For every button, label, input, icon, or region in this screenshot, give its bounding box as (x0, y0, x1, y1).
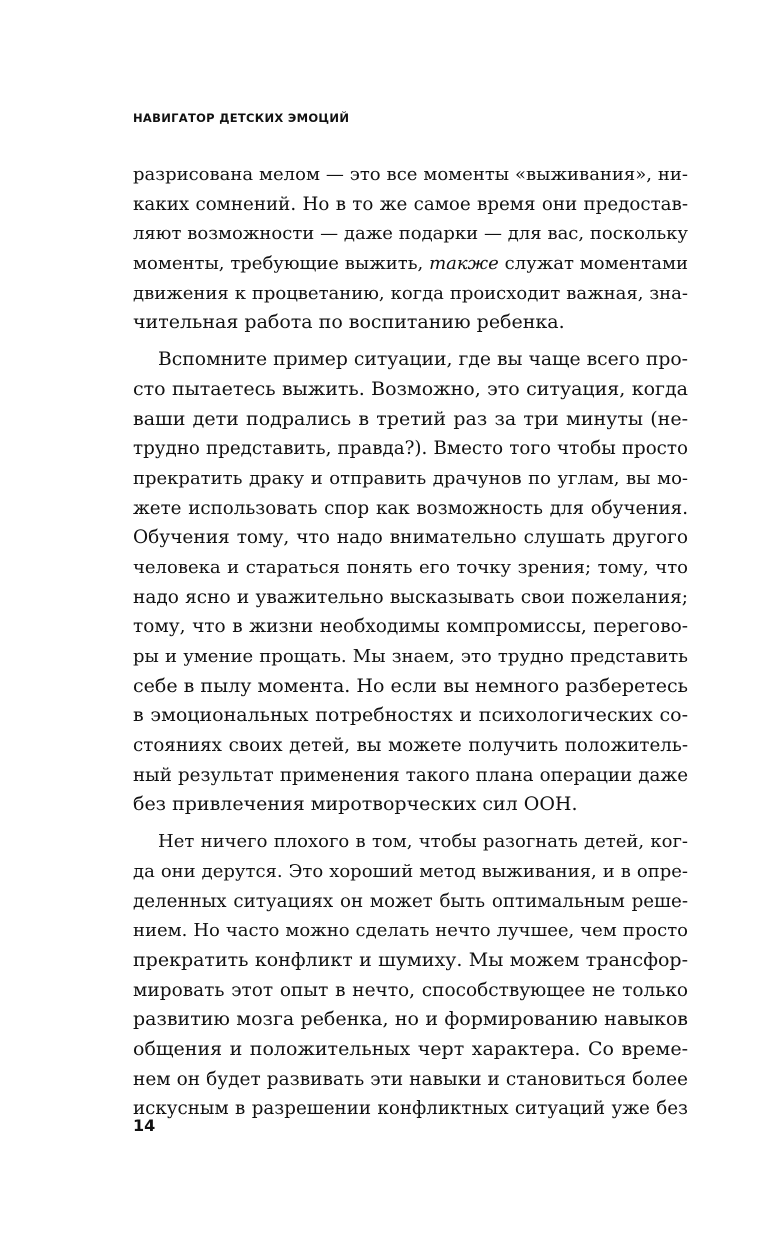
text-line-with-emphasis (133, 249, 688, 279)
text-line: общения и положительных черт характера. Со време- (133, 1037, 688, 1060)
text-line: нем он будет развивать эти навыки и становиться более (133, 1068, 688, 1090)
text-line: нием. Но часто можно сделать нечто лучшее, чем просто (133, 920, 688, 942)
text-line: искусным в разрешении конфликтных ситуаций уже без (133, 1098, 688, 1120)
text-line: сто пытаетесь выжить. Возможно, это ситуация, когда (133, 377, 688, 400)
text-line: Вспомните пример ситуации, где вы чаще всего про- (158, 349, 688, 371)
text-segment: служат моментами (498, 253, 688, 275)
text-line: прекратить драку и отправить драчунов по углам, вы мо- (133, 467, 688, 489)
text-line: мировать этот опыт в нечто, способствующее не только (133, 979, 688, 1001)
emphasis-word: также (429, 253, 499, 275)
text-line: прекратить конфликт и шумиху. Мы можем трансфор- (133, 948, 688, 971)
text-line: каких сомнений. Но в то же самое время они предостав- (133, 193, 688, 215)
text-line: ваши дети подрались в третий раз за три минуты (не- (133, 407, 688, 430)
text-line: трудно представить, правда?). Вместо того чтобы просто (133, 438, 688, 460)
text-line: Нет ничего плохого в том, чтобы разогнать детей, ког- (158, 831, 688, 853)
text-line: ный результат применения такого плана операции даже (133, 764, 688, 786)
text-line: движения к процветанию, когда происходит важная, зна- (133, 282, 688, 304)
paragraph-3 (133, 827, 688, 1124)
text-line: жете использовать спор как возможность для обучения. (133, 497, 688, 519)
text-line: ляют возможности — даже подарки — для вас, поскольку (133, 223, 688, 245)
text-segment: моменты, требующие выжить, (133, 253, 430, 275)
text-line: ры и умение прощать. Мы знаем, это трудно представить (133, 646, 688, 667)
paragraph-gap (133, 338, 688, 345)
page-number: 14 (133, 1116, 156, 1135)
text-line: надо ясно и уважительно высказывать свои пожелания; (133, 586, 688, 608)
text-line: развитию мозга ребенка, но и формированию навыков (133, 1008, 688, 1031)
paragraph-2 (133, 345, 688, 820)
text-line: в эмоциональных потребностях и психологических со- (133, 704, 688, 727)
text-line: тому, что в жизни необходимы компромиссы, перегово- (133, 616, 688, 638)
text-line: себе в пылу момента. Но если вы немного разберетесь (133, 674, 688, 697)
text-line: да они дерутся. Это хороший метод выживания, и в опре- (133, 860, 688, 882)
running-head: НАВИГАТОР ДЕТСКИХ ЭМОЦИЙ (133, 111, 350, 125)
text-line: Обучения тому, что надо внимательно слушать другого (133, 527, 688, 549)
body-text (133, 160, 688, 1124)
text-line: деленных ситуациях он может быть оптимальным реше- (133, 890, 688, 912)
paragraph-1 (133, 160, 688, 338)
paragraph-gap (133, 820, 688, 827)
text-line: разрисована мелом — это все моменты «выживания», ни- (133, 164, 688, 185)
text-line: без привлечения миротворческих сил ООН. (133, 793, 578, 816)
text-line: стояниях своих детей, вы можете получить положитель- (133, 735, 688, 757)
text-line: человека и стараться понять его точку зрения; тому, что (133, 556, 688, 578)
text-line: чительная работа по воспитанию ребенка. (133, 311, 565, 334)
